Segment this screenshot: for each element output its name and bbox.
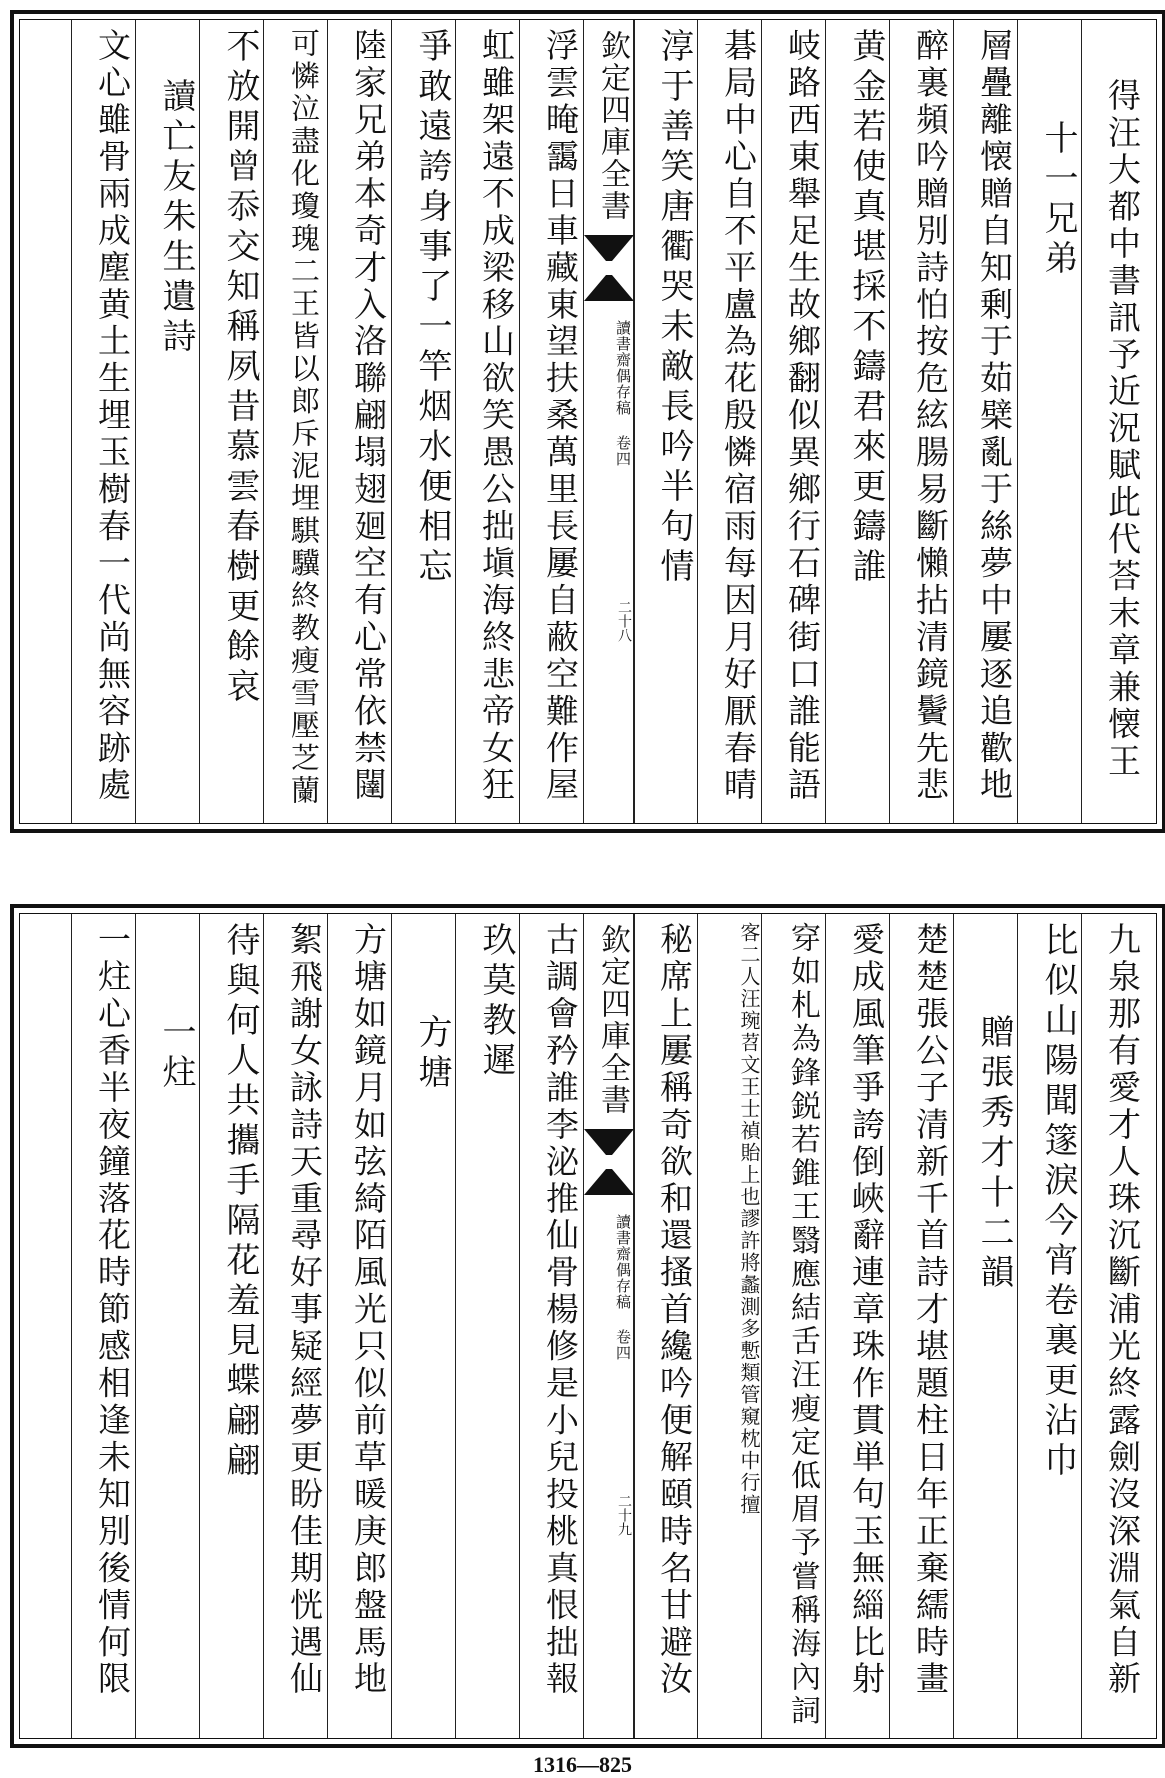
column-text: 文心雖骨兩成塵黄土生埋玉樹春一代尚無容跡處 — [93, 28, 132, 805]
column-text: 古調會矜誰李泌推仙骨楊修是小兒投桃真恨拙報 — [541, 922, 580, 1699]
column-text: 方塘 — [412, 1014, 452, 1094]
text-column — [135, 20, 200, 823]
text-column — [1081, 20, 1146, 823]
column-text: 淳于善笑唐衢哭未敵長吟半句情 — [654, 28, 694, 588]
top-page — [10, 10, 1165, 833]
text-column — [1017, 914, 1082, 1738]
gutter-subtitle: 讀書齋偶存稿 卷四 — [614, 320, 632, 467]
text-column — [825, 20, 890, 823]
text-column — [263, 20, 328, 823]
column-text: 碁局中心自不平盧為花殷憐宿雨每因月好厭春晴 — [719, 28, 758, 805]
center-gutter — [583, 20, 635, 823]
column-text: 待與何人共攜手隔花羞見蝶翩翩 — [220, 922, 260, 1482]
top-page-columns — [20, 20, 1156, 823]
page-footer-number: 1316—825 — [533, 1752, 632, 1777]
text-column — [455, 914, 520, 1738]
column-text: 虹雖架遠不成梁移山欲笑愚公拙塡海終悲帝女狂 — [477, 28, 516, 805]
bottom-page-frame — [19, 913, 1157, 1739]
column-text: 不放開曾忝交知稱夙昔慕雲春樹更餘哀 — [220, 28, 260, 708]
text-column — [1081, 914, 1146, 1738]
text-column — [633, 20, 698, 823]
column-text: 玖莫教遲 — [476, 922, 516, 1082]
text-column — [327, 20, 392, 823]
column-text: 浮雲晻靄日車藏東望扶桑萬里長屢自蔽空難作屋 — [541, 28, 580, 805]
gutter-page-number: 二十八 — [616, 600, 632, 642]
column-text: 比似山陽聞篴淚今宵卷裏更沾巾 — [1038, 922, 1078, 1482]
column-text: 一炷 — [156, 1014, 196, 1094]
text-column — [263, 914, 328, 1738]
column-text: 愛成風筆爭誇倒峽辭連章珠作貫単句玉無緇比射 — [847, 922, 886, 1699]
column-text: 楚楚張公子清新千首詩才堪題柱日年正棄繻時畫 — [911, 922, 950, 1699]
text-column — [889, 20, 954, 823]
text-column — [71, 20, 136, 823]
column-text: 可憐泣盡化瓊瑰二王皆以郎斥泥埋騏驥終教瘦雪壓芝蘭 — [287, 28, 321, 808]
text-column — [761, 20, 826, 823]
text-column — [697, 20, 762, 823]
gutter-page-number: 二十九 — [616, 1494, 632, 1536]
text-column — [633, 914, 698, 1738]
text-column — [519, 914, 584, 1738]
center-gutter — [583, 914, 635, 1738]
gutter-title: 欽定四庫全書 — [595, 924, 630, 1116]
column-text: 九泉那有愛才人珠沉斷浦光終露劍沒深淵氣自新 — [1103, 922, 1142, 1699]
column-text: 層疊離懐贈自知剰于茹檗亂于絲夢中屢逐追歡地 — [975, 28, 1014, 805]
text-column — [199, 20, 264, 823]
column-text: 陸家兄弟本奇才入洛聯翩塌翅廻空有心常依禁闥 — [349, 28, 388, 805]
text-column — [391, 20, 456, 823]
column-text: 岐路西東舉足生故鄉翻似異鄉行石碑街口誰能語 — [783, 28, 822, 805]
text-column — [327, 914, 392, 1738]
text-column — [1017, 20, 1082, 823]
gutter-subtitle: 讀書齋偶存稿 卷四 — [614, 1214, 632, 1361]
text-column — [71, 914, 136, 1738]
top-page-frame — [19, 19, 1157, 824]
fish-tail-mark — [584, 1169, 634, 1195]
column-text: 得汪大都中書訊予近況賦此代荅末章兼懐王 — [1103, 78, 1142, 781]
column-text: 方塘如鏡月如弦綺陌風光只似前草暖庚郎盤馬地 — [349, 922, 388, 1699]
column-text: 穿如札為鋒鋭若錐王翳應結舌汪瘦定低眉予嘗稱海內詞 — [785, 922, 820, 1729]
column-text: 一炷心香半夜鐘落花時節感相逢未知別後情何限 — [93, 922, 132, 1699]
text-column — [391, 914, 456, 1738]
text-column — [761, 914, 826, 1738]
bottom-page-columns — [20, 914, 1156, 1738]
text-column — [135, 914, 200, 1738]
fish-tail-mark — [584, 1129, 634, 1155]
column-text: 醉裏頻吟贈別詩怕按危絃腸易斷懶拈清鏡鬢先悲 — [911, 28, 950, 805]
column-text: 黄金若使真堪採不鑄君來更鑄誰 — [846, 28, 886, 588]
column-text: 十一兄弟 — [1038, 120, 1078, 280]
text-column — [825, 914, 890, 1738]
fish-tail-mark — [584, 235, 634, 261]
text-column — [199, 914, 264, 1738]
column-text: 客二人汪琬苕文王士禎貽上也謬許將蠡測多慙類管窺枕中行擅 — [737, 922, 761, 1516]
text-column — [697, 914, 762, 1738]
column-text: 絮飛謝女詠詩天重尋好事疑經夢更盼佳期恍遇仙 — [285, 922, 324, 1699]
fish-tail-mark — [584, 275, 634, 301]
text-column — [455, 20, 520, 823]
text-column — [953, 914, 1018, 1738]
gutter-title: 欽定四庫全書 — [595, 30, 630, 222]
text-column — [953, 20, 1018, 823]
text-column — [519, 20, 584, 823]
bottom-page — [10, 904, 1165, 1748]
column-text: 秘席上屢稱奇欲和還搔首纔吟便解頤時名甘避汝 — [655, 922, 694, 1699]
column-text: 爭敢遠誇身事了一竿烟水便相忘 — [412, 28, 452, 588]
column-text: 讀亡友朱生遺詩 — [156, 78, 196, 358]
text-column — [889, 914, 954, 1738]
column-text: 贈張秀才十二韻 — [974, 1014, 1014, 1294]
